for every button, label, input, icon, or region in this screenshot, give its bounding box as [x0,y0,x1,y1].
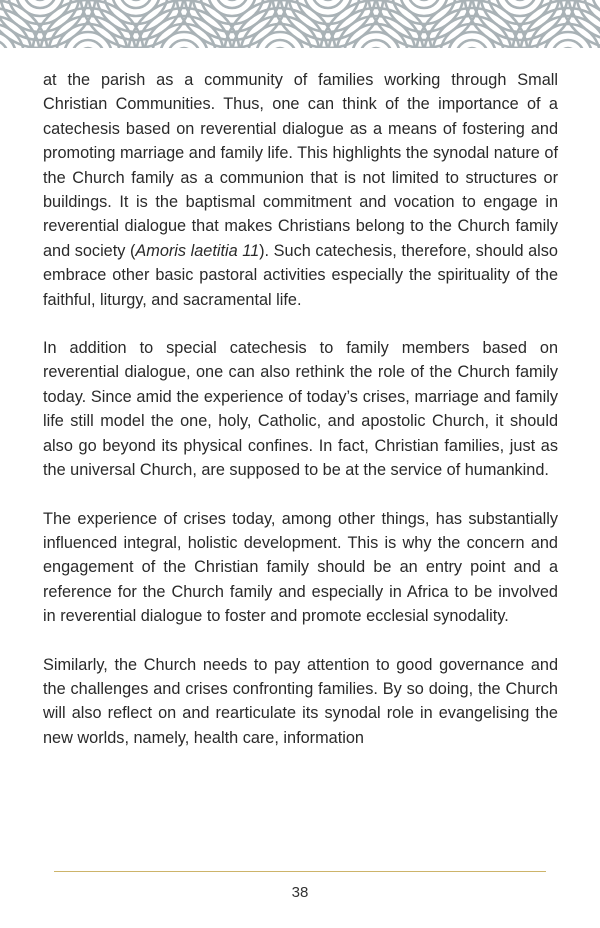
paragraph-4: Similarly, the Church needs to pay attention to good governance and the challenges and crises confronting families. By so doing, the Church will also reflect on and rearticulate its synodal role in evangelising the new worlds, namely, health care, information [43,655,558,747]
paragraph-1 [43,68,558,312]
page-number: 38 [291,884,309,901]
page-body [43,68,558,774]
paragraph-2: In addition to special catechesis to family members based on reverential dialogue, one can also rethink the role of the Church family today. Since amid the experience of today’s crises, marriage and family life still model the one, holy, Catholic, and apostolic Church, it should also go beyond its physical confines. In fact, Christian families, just as the universal Church, are supposed to be at the service of humankind. [43,339,558,480]
footer-rule [54,871,546,872]
paragraph-3: The experience of crises today, among other things, has substantially influenced integral, holistic development. This is why the concern and engagement of the Christian family should be an entry point and a reference for the Church family and especially in Africa to be involved in reverential dialogue to foster and promote ecclesial synodality. [43,509,558,626]
banner-arc [0,40,8,48]
decorative-header-banner [0,0,600,48]
paragraph-1-text-start: at the parish as a community of families working through Small Christian Communities. Thus, one can think of the importance of a catechesis based on reverential dialogue as a means of fostering and promoting marriage and family life. This highlights the synodal nature of the Church family as a communion that is not limited to structures or buildings. It is the baptismal commitment and vocation to engage in reverential dialogue that makes Christians belong to the Church family and society ( [43,71,558,260]
citation-amoris-laetitia: Amoris laetitia 11 [135,241,260,260]
concentric-arcs-pattern [0,0,600,48]
paragraph-1-text-end: ). Such catechesis, therefore, should also embrace other basic pastoral activities especially the spirituality of the faithful, liturgy, and sacramental life. [43,241,558,309]
